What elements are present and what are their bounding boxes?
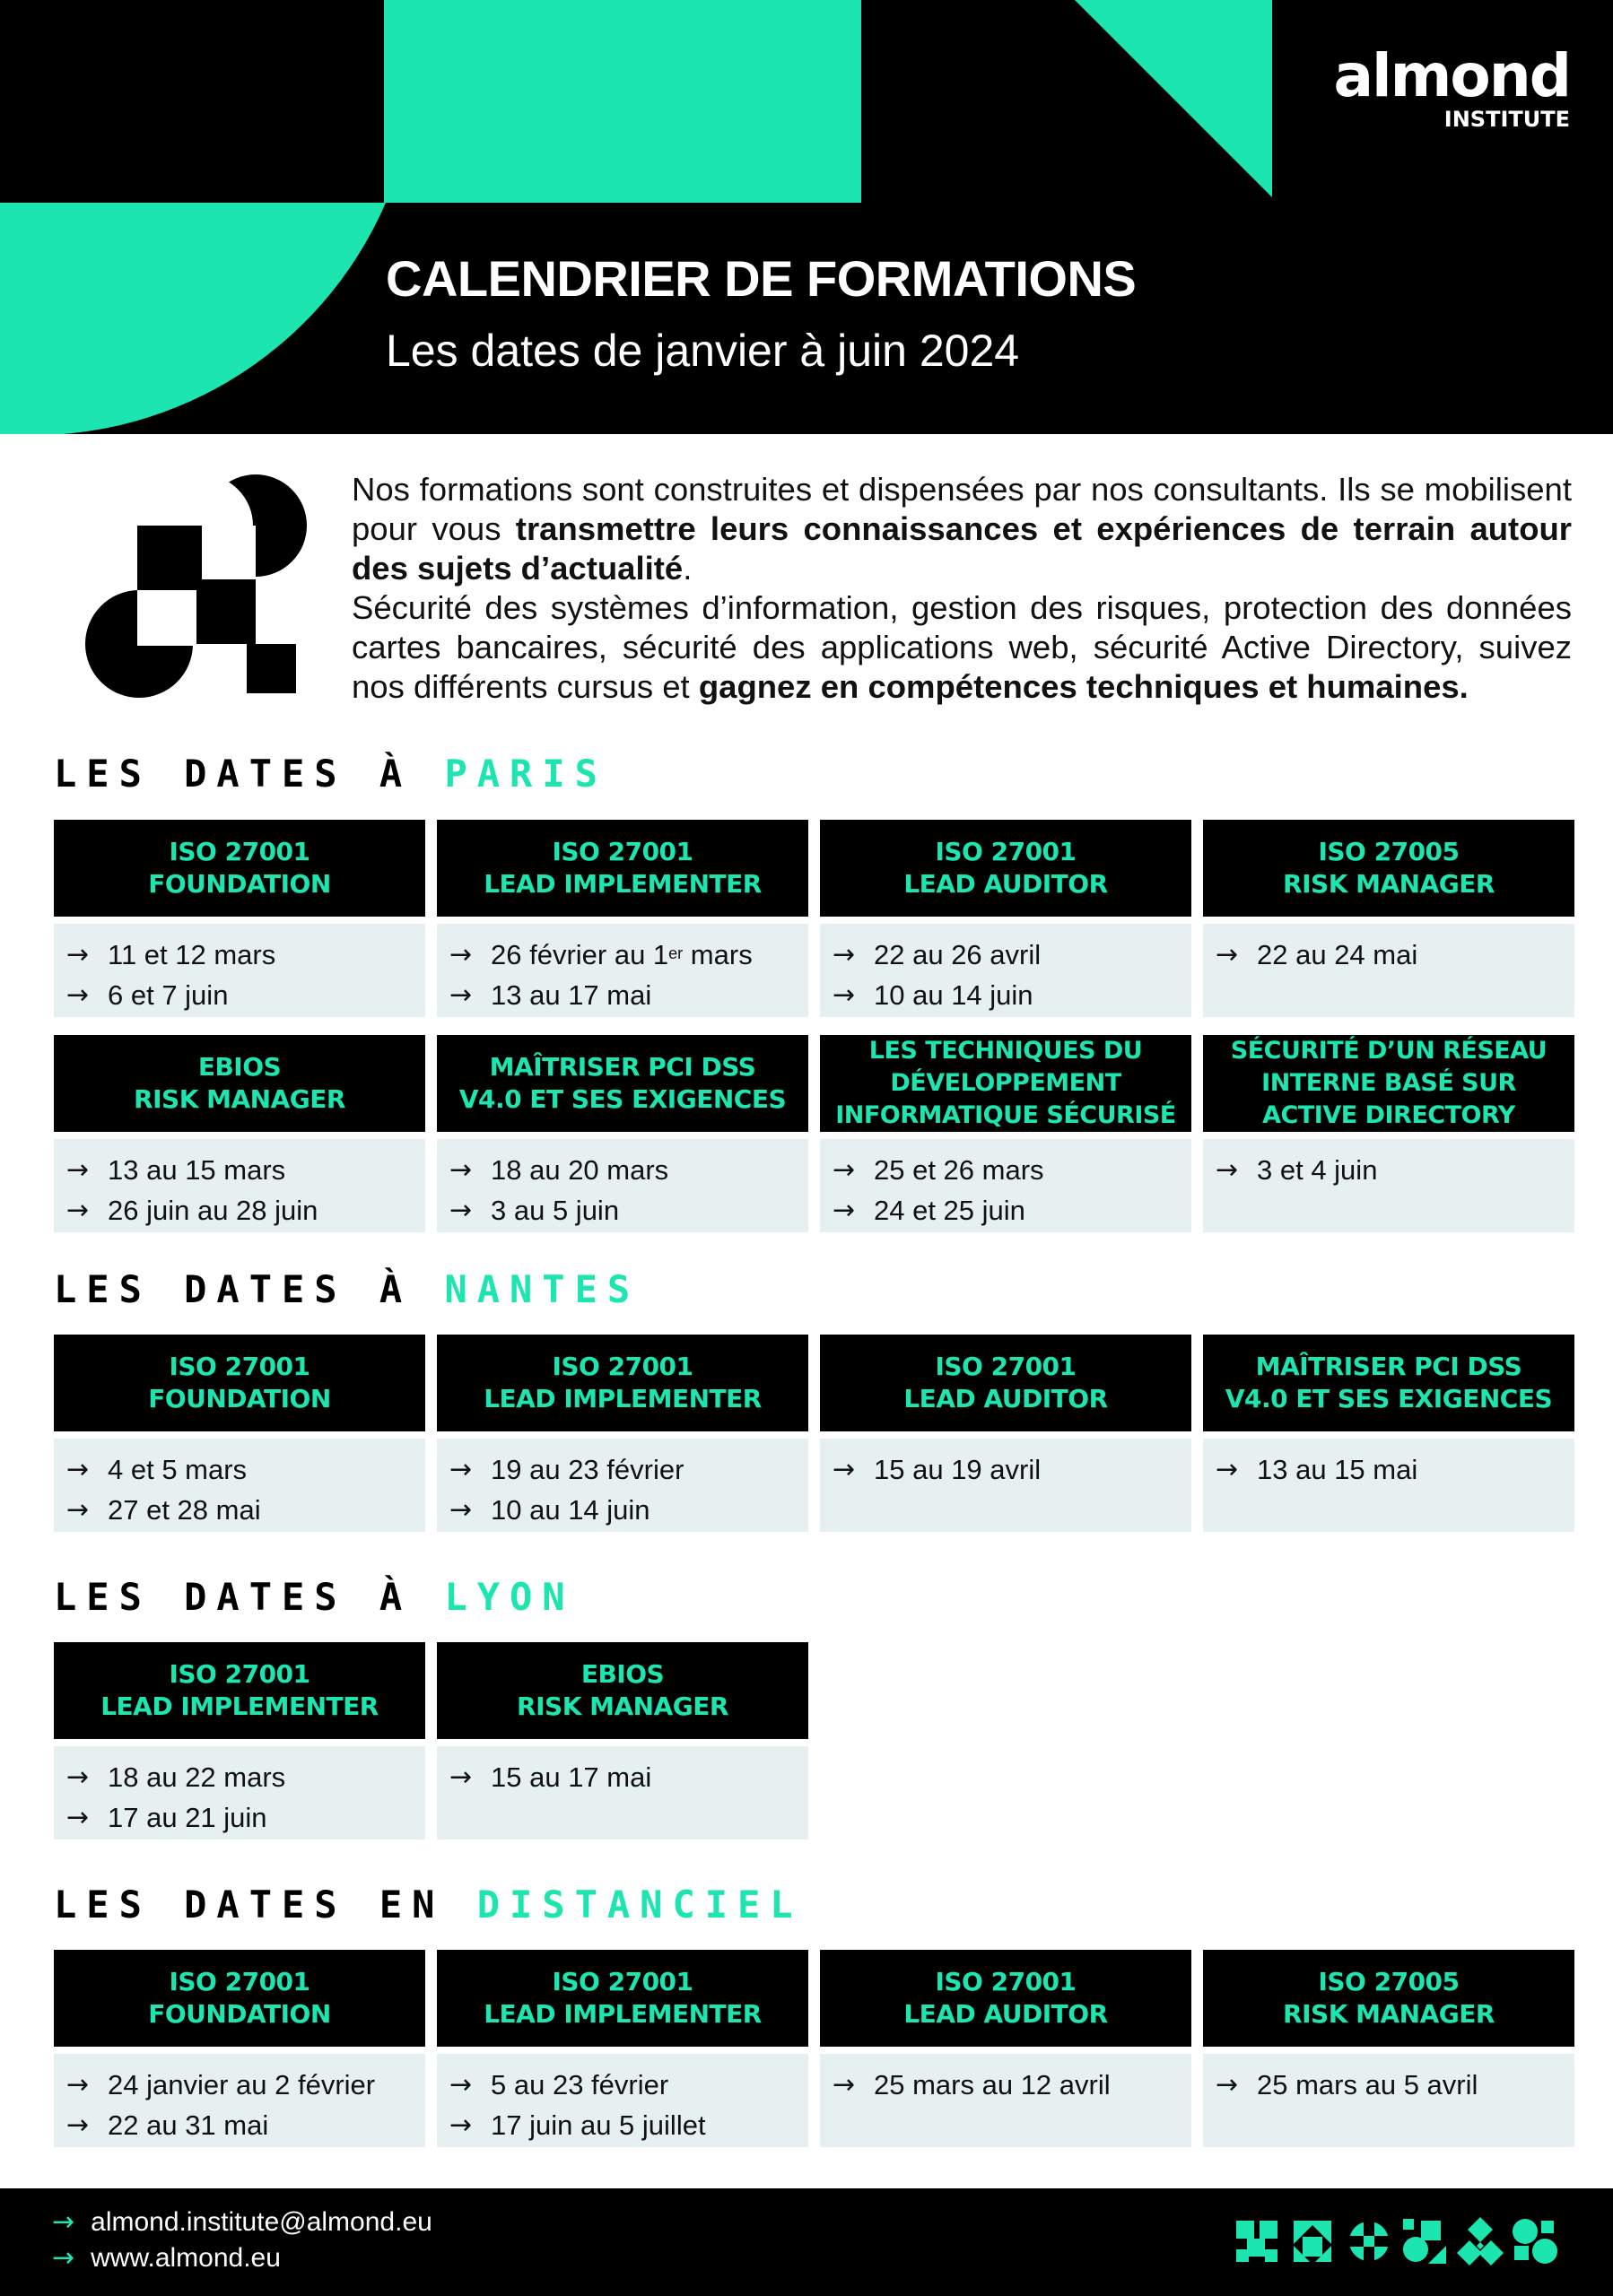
date-text: 18 au 22 mars: [108, 1761, 286, 1793]
pattern-icon-4: [1403, 2219, 1446, 2264]
course-dates: [54, 1746, 425, 1839]
course-title-line: RISK MANAGER: [1283, 869, 1495, 899]
course-card: [54, 1950, 425, 2147]
date-item: → 26 février au 1 $^{er}$ mars: [449, 935, 796, 975]
date-item: [833, 1449, 1179, 1490]
course-title: [1203, 1035, 1574, 1132]
arrow-right-icon: →: [1216, 938, 1239, 970]
footer-email-text: almond.institute@almond.eu: [91, 2206, 432, 2237]
course-title: [54, 1642, 425, 1739]
intro-p1-bold: transmettre leurs connaissances et expériences de terrain autour des sujets d’actualité: [352, 510, 1573, 587]
arrow-right-icon: →: [449, 1153, 473, 1186]
course-dates: [1203, 924, 1574, 1017]
date-text: 5 au 23 février: [491, 2069, 669, 2100]
header-banner: [0, 0, 1613, 434]
course-title: [437, 820, 808, 917]
almond-logo: [1333, 41, 1570, 132]
course-title: [54, 1950, 425, 2047]
course-title-line: ISO 27001: [935, 1352, 1077, 1381]
section-prefix: LES DATES À: [54, 1267, 445, 1311]
date-text: 17 au 21 juin: [108, 1802, 267, 1833]
course-card: [437, 1642, 808, 1839]
course-title-line: V4.0 ET SES EXIGENCES: [458, 1084, 787, 1114]
date-item: [449, 1190, 796, 1231]
pattern-icon-3: [1347, 2219, 1391, 2264]
arrow-right-icon: →: [833, 938, 856, 970]
course-title-line: FOUNDATION: [148, 869, 331, 899]
course-title: [437, 1335, 808, 1431]
course-card: [437, 820, 808, 1017]
arrow-right-icon: →: [66, 938, 90, 970]
course-dates: [820, 924, 1191, 1017]
date-item: [449, 1150, 796, 1190]
date-text: 11 et 12 mars: [108, 939, 276, 970]
date-item: [449, 2105, 796, 2145]
arrow-right-icon: →: [449, 978, 473, 1011]
logo-sub: INSTITUTE: [1443, 107, 1570, 132]
course-title-line: LEAD IMPLEMENTER: [100, 1692, 379, 1721]
course-card: [54, 1035, 425, 1232]
course-dates: [54, 1439, 425, 1532]
course-title: [54, 820, 425, 917]
date-item: [1216, 2065, 1562, 2105]
course-title-line: DÉVELOPPEMENT: [890, 1069, 1121, 1097]
intro-text: [352, 470, 1572, 707]
date-text: 24 et 25 juin: [874, 1195, 1025, 1226]
date-item: [66, 2065, 413, 2105]
arrow-right-icon: →: [66, 1453, 90, 1485]
arrow-right-icon: →: [449, 2109, 473, 2141]
course-card: [1203, 820, 1574, 1017]
footer: [0, 2188, 1613, 2296]
date-text: 26 février au 1: [491, 939, 669, 970]
course-title-line: EBIOS: [197, 1052, 282, 1082]
date-text: 4 et 5 mars: [108, 1454, 248, 1485]
course-card: [1203, 1035, 1574, 1232]
date-text-tail: mars: [683, 939, 753, 970]
arrow-right-icon: →: [449, 2068, 473, 2100]
date-text: 27 et 28 mai: [108, 1494, 261, 1526]
arrow-right-icon: →: [52, 2242, 75, 2274]
date-text: 15 au 17 mai: [491, 1761, 652, 1793]
date-item: [833, 1150, 1179, 1190]
arrow-right-icon: →: [52, 2206, 75, 2238]
date-item: [66, 975, 413, 1015]
arrow-right-icon: →: [66, 1493, 90, 1526]
arrow-right-icon: →: [833, 1153, 856, 1186]
date-item: [66, 1797, 413, 1838]
section-city: NANTES: [444, 1267, 641, 1311]
course-title: [1203, 1950, 1574, 2047]
course-title-line: ISO 27001: [169, 1352, 310, 1381]
date-text: 25 mars au 12 avril: [874, 2069, 1111, 2100]
arrow-right-icon: →: [66, 978, 90, 1011]
course-title-line: MAÎTRISER PCI DSS: [489, 1052, 756, 1082]
course-title-line: ACTIVE DIRECTORY: [1262, 1101, 1515, 1129]
course-dates: [54, 1139, 425, 1232]
date-text: 10 au 14 juin: [491, 1494, 650, 1526]
course-title-line: INFORMATIQUE SÉCURISÉ: [835, 1101, 1176, 1129]
course-title-line: ISO 27005: [1318, 1967, 1460, 1996]
date-text: 13 au 15 mars: [108, 1154, 286, 1186]
course-dates: [437, 1746, 808, 1839]
course-dates: [437, 1439, 808, 1532]
date-item: [833, 935, 1179, 975]
pattern-icon-2: [1294, 2221, 1331, 2262]
date-text: 3 au 5 juin: [491, 1195, 620, 1226]
course-title-line: RISK MANAGER: [134, 1084, 345, 1114]
course-title: [54, 1035, 425, 1132]
course-title-line: ISO 27001: [552, 1352, 693, 1381]
course-title-line: LEAD IMPLEMENTER: [484, 869, 762, 899]
course-title: [820, 1335, 1191, 1431]
pattern-icon-1: [1236, 2221, 1277, 2262]
intro-geometric-icon: [76, 474, 310, 703]
course-title-line: SÉCURITÉ D’UN RÉSEAU: [1230, 1037, 1548, 1065]
date-item: [66, 1190, 413, 1231]
date-text: 26 juin au 28 juin: [108, 1195, 318, 1226]
course-card: [820, 1950, 1191, 2147]
pattern-icon-5: [1457, 2217, 1504, 2266]
course-title-line: ISO 27001: [169, 1659, 310, 1689]
course-title-line: V4.0 ET SES EXIGENCES: [1225, 1384, 1553, 1413]
arrow-right-icon: →: [833, 2068, 856, 2100]
course-card: [54, 820, 425, 1017]
footer-email[interactable]: [52, 2206, 432, 2238]
course-title-line: ISO 27005: [1318, 837, 1460, 866]
arrow-right-icon: →: [66, 1153, 90, 1186]
course-title-line: LEAD IMPLEMENTER: [484, 1999, 762, 2029]
course-dates: [820, 1139, 1191, 1232]
course-title-line: MAÎTRISER PCI DSS: [1255, 1352, 1522, 1381]
date-item: [449, 1757, 796, 1797]
arrow-right-icon: →: [833, 1453, 856, 1485]
date-item: [1216, 935, 1562, 975]
section-title-paris: [54, 752, 607, 796]
course-dates: [437, 1139, 808, 1232]
course-title-line: ISO 27001: [935, 1967, 1077, 1996]
course-title: [437, 1035, 808, 1132]
date-item: [449, 1449, 796, 1490]
intro-p2-bold: gagnez en compétences techniques et humaines.: [698, 668, 1469, 705]
date-item: [833, 2065, 1179, 2105]
course-dates: [54, 924, 425, 1017]
arrow-right-icon: →: [66, 2068, 90, 2100]
course-card: [1203, 1950, 1574, 2147]
intro-p1-end: .: [683, 550, 693, 587]
course-title-line: ISO 27001: [169, 837, 310, 866]
section-city: PARIS: [444, 752, 607, 796]
intro-paragraph-2: [352, 588, 1572, 707]
logo-word: almond: [1333, 41, 1570, 110]
course-title: [437, 1950, 808, 2047]
course-title-line: LEAD AUDITOR: [903, 1384, 1108, 1413]
arrow-right-icon: →: [1216, 2068, 1239, 2100]
course-title-line: RISK MANAGER: [1283, 1999, 1495, 2029]
course-card: [437, 1035, 808, 1232]
course-title-line: FOUNDATION: [148, 1384, 331, 1413]
course-title-line: RISK MANAGER: [517, 1692, 728, 1721]
page-title: CALENDRIER DE FORMATIONS: [386, 250, 1137, 307]
date-text: 22 au 26 avril: [874, 939, 1042, 970]
arrow-right-icon: →: [1216, 1453, 1239, 1485]
date-text: 25 mars au 5 avril: [1257, 2069, 1478, 2100]
course-title: [54, 1335, 425, 1431]
intro-p2-text: Sécurité des systèmes d’information, gestion des risques, protection des données cartes bancaires, sécurité des applications web, sécurité Active Directory, suivez nos différents cursus et: [352, 589, 1572, 705]
page-subtitle: Les dates de janvier à juin 2024: [386, 326, 1020, 376]
date-item: [833, 1190, 1179, 1231]
course-title: [820, 1035, 1191, 1132]
course-title-line: LEAD AUDITOR: [903, 1999, 1108, 2029]
date-text: 24 janvier au 2 février: [108, 2069, 376, 2100]
arrow-right-icon: →: [833, 978, 856, 1011]
course-dates: [820, 2054, 1191, 2147]
arrow-right-icon: →: [449, 1453, 473, 1485]
course-title-line: ISO 27001: [552, 837, 693, 866]
section-prefix: LES DATES EN: [54, 1883, 477, 1926]
date-text: 22 au 31 mai: [108, 2109, 269, 2141]
course-title: [820, 820, 1191, 917]
date-item: [1216, 1449, 1562, 1490]
section-title-distanciel: [54, 1883, 803, 1926]
course-title-line: LES TECHNIQUES DU: [868, 1037, 1143, 1065]
course-dates: [1203, 1139, 1574, 1232]
footer-pattern-icons: [1234, 2215, 1559, 2269]
section-city: LYON: [444, 1575, 575, 1619]
arrow-right-icon: →: [66, 2109, 90, 2141]
arrow-right-icon: →: [66, 1801, 90, 1833]
course-dates: [437, 2054, 808, 2147]
course-card: [54, 1642, 425, 1839]
section-title-lyon: [54, 1575, 575, 1619]
course-title-line: INTERNE BASÉ SUR: [1261, 1069, 1516, 1097]
date-text: 3 et 4 juin: [1257, 1154, 1378, 1186]
date-item: [66, 1150, 413, 1190]
course-title: [820, 1950, 1191, 2047]
course-title: [1203, 1335, 1574, 1431]
course-title-line: FOUNDATION: [148, 1999, 331, 2029]
course-card: [1203, 1335, 1574, 1532]
course-title-line: ISO 27001: [169, 1967, 310, 1996]
arrow-right-icon: →: [449, 1194, 473, 1226]
section-title-nantes: [54, 1267, 640, 1311]
arrow-right-icon: →: [449, 1761, 473, 1793]
course-title-line: LEAD IMPLEMENTER: [484, 1384, 762, 1413]
date-text: 10 au 14 juin: [874, 979, 1033, 1011]
date-text: 22 au 24 mai: [1257, 939, 1418, 970]
section-prefix: LES DATES À: [54, 1575, 445, 1619]
course-dates: [1203, 1439, 1574, 1532]
course-title: [437, 1642, 808, 1739]
course-card: [820, 1035, 1191, 1232]
arrow-right-icon: →: [66, 1761, 90, 1793]
date-text: 25 et 26 mars: [874, 1154, 1044, 1186]
intro-paragraph-1: [352, 470, 1572, 588]
course-card: [437, 1950, 808, 2147]
section-city: DISTANCIEL: [476, 1883, 803, 1926]
arrow-right-icon: →: [449, 938, 473, 970]
course-title-line: ISO 27001: [552, 1967, 693, 1996]
date-text: 18 au 20 mars: [491, 1154, 669, 1186]
arrow-right-icon: →: [449, 1493, 473, 1526]
course-card: [54, 1335, 425, 1532]
pattern-icon-6: [1513, 2219, 1557, 2264]
course-card: [820, 1335, 1191, 1532]
section-prefix: LES DATES À: [54, 752, 445, 796]
course-dates: [820, 1439, 1191, 1532]
date-item: [449, 2065, 796, 2105]
date-text: 15 au 19 avril: [874, 1454, 1042, 1485]
course-title: [1203, 820, 1574, 917]
date-item: [449, 1490, 796, 1530]
date-item: [66, 1757, 413, 1797]
date-text: 13 au 15 mai: [1257, 1454, 1418, 1485]
arrow-right-icon: →: [833, 1194, 856, 1226]
date-text: 19 au 23 février: [491, 1454, 684, 1485]
course-dates: [437, 924, 808, 1017]
course-title-line: EBIOS: [580, 1659, 665, 1689]
footer-website-text: www.almond.eu: [91, 2242, 281, 2273]
arrow-right-icon: →: [66, 1194, 90, 1226]
date-item: [449, 975, 796, 1015]
course-dates: [1203, 2054, 1574, 2147]
date-item: [1216, 1150, 1562, 1190]
date-text: 13 au 17 mai: [491, 979, 652, 1011]
arrow-right-icon: →: [1216, 1153, 1239, 1186]
course-title-line: LEAD AUDITOR: [903, 869, 1108, 899]
date-item: [66, 1490, 413, 1530]
date-text: 6 et 7 juin: [108, 979, 229, 1011]
date-item: [66, 1449, 413, 1490]
course-dates: [54, 2054, 425, 2147]
date-item: [66, 935, 413, 975]
course-title-line: ISO 27001: [935, 837, 1077, 866]
date-item: [833, 975, 1179, 1015]
date-text: 17 juin au 5 juillet: [491, 2109, 706, 2141]
intro-p1-text: Nos formations sont construites et dispensées par nos consultants. Ils se mobilisent pour vous: [352, 471, 1572, 547]
footer-website[interactable]: [52, 2242, 281, 2274]
course-card: [820, 820, 1191, 1017]
date-item: [66, 2105, 413, 2145]
course-card: [437, 1335, 808, 1532]
